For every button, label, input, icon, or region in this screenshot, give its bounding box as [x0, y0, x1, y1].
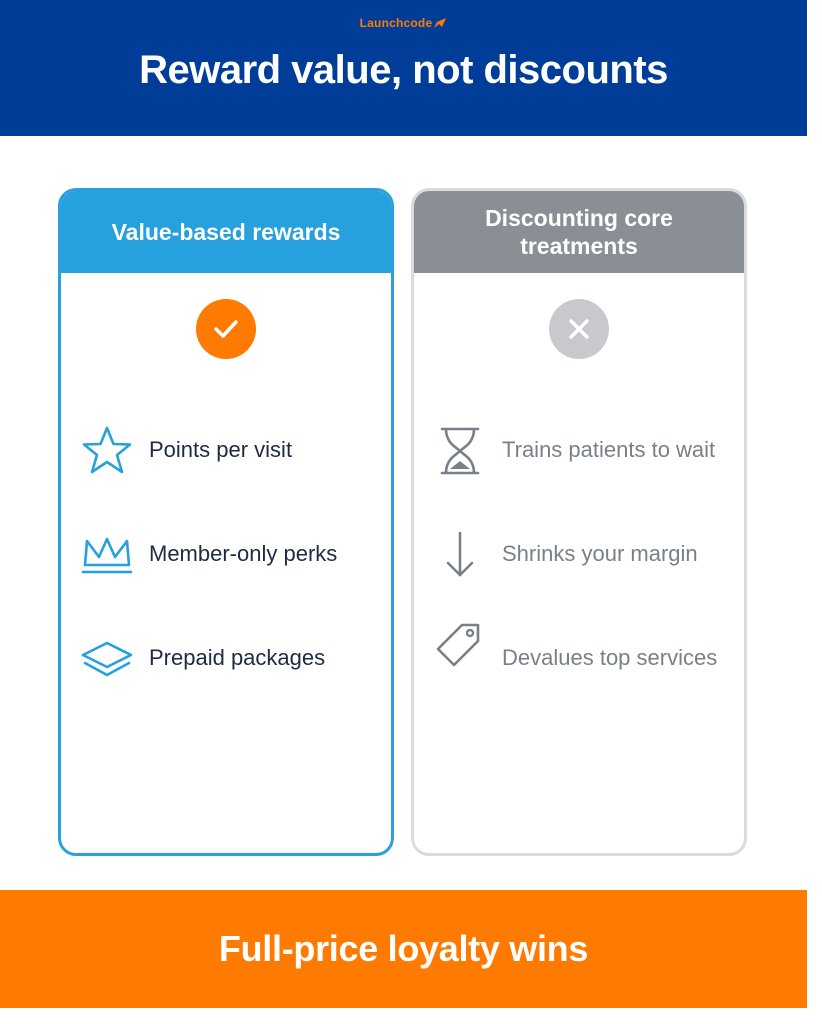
- arrow-down-icon: [432, 527, 488, 583]
- list-item: [432, 423, 732, 479]
- card-heading: Discounting core treatments: [414, 191, 744, 273]
- crown-icon: [79, 527, 135, 583]
- check-icon: [196, 299, 256, 359]
- brand-logo: [0, 16, 807, 30]
- hourglass-icon: [432, 423, 488, 479]
- star-icon: [79, 423, 135, 479]
- list-item: [432, 621, 732, 677]
- value-based-card: [58, 188, 394, 856]
- list-item: [79, 527, 379, 583]
- list-item: [79, 423, 379, 479]
- card-heading: Value-based rewards: [61, 191, 391, 273]
- list-item-label: Shrinks your margin: [502, 541, 698, 566]
- list-item-label: Trains patients to wait: [502, 437, 716, 462]
- list-item-label: Points per visit: [149, 437, 293, 462]
- list-item-label: Member-only perks: [149, 541, 338, 566]
- rocket-icon: [433, 17, 447, 29]
- footer-banner: [0, 890, 807, 1008]
- x-icon: [549, 299, 609, 359]
- list-item-label: Devalues top services: [502, 645, 718, 670]
- list-item-label: Prepaid packages: [149, 645, 326, 670]
- header-banner: [0, 0, 807, 136]
- list-item: [79, 631, 379, 687]
- footer-text: Full-price loyalty wins: [218, 928, 589, 969]
- price-tag-icon: [432, 621, 488, 677]
- brand-name: Launchcode: [359, 16, 433, 30]
- layers-icon: [79, 631, 135, 687]
- page-title: Reward value, not discounts: [139, 48, 668, 92]
- list-item: [432, 527, 732, 583]
- discounting-card: [411, 188, 747, 856]
